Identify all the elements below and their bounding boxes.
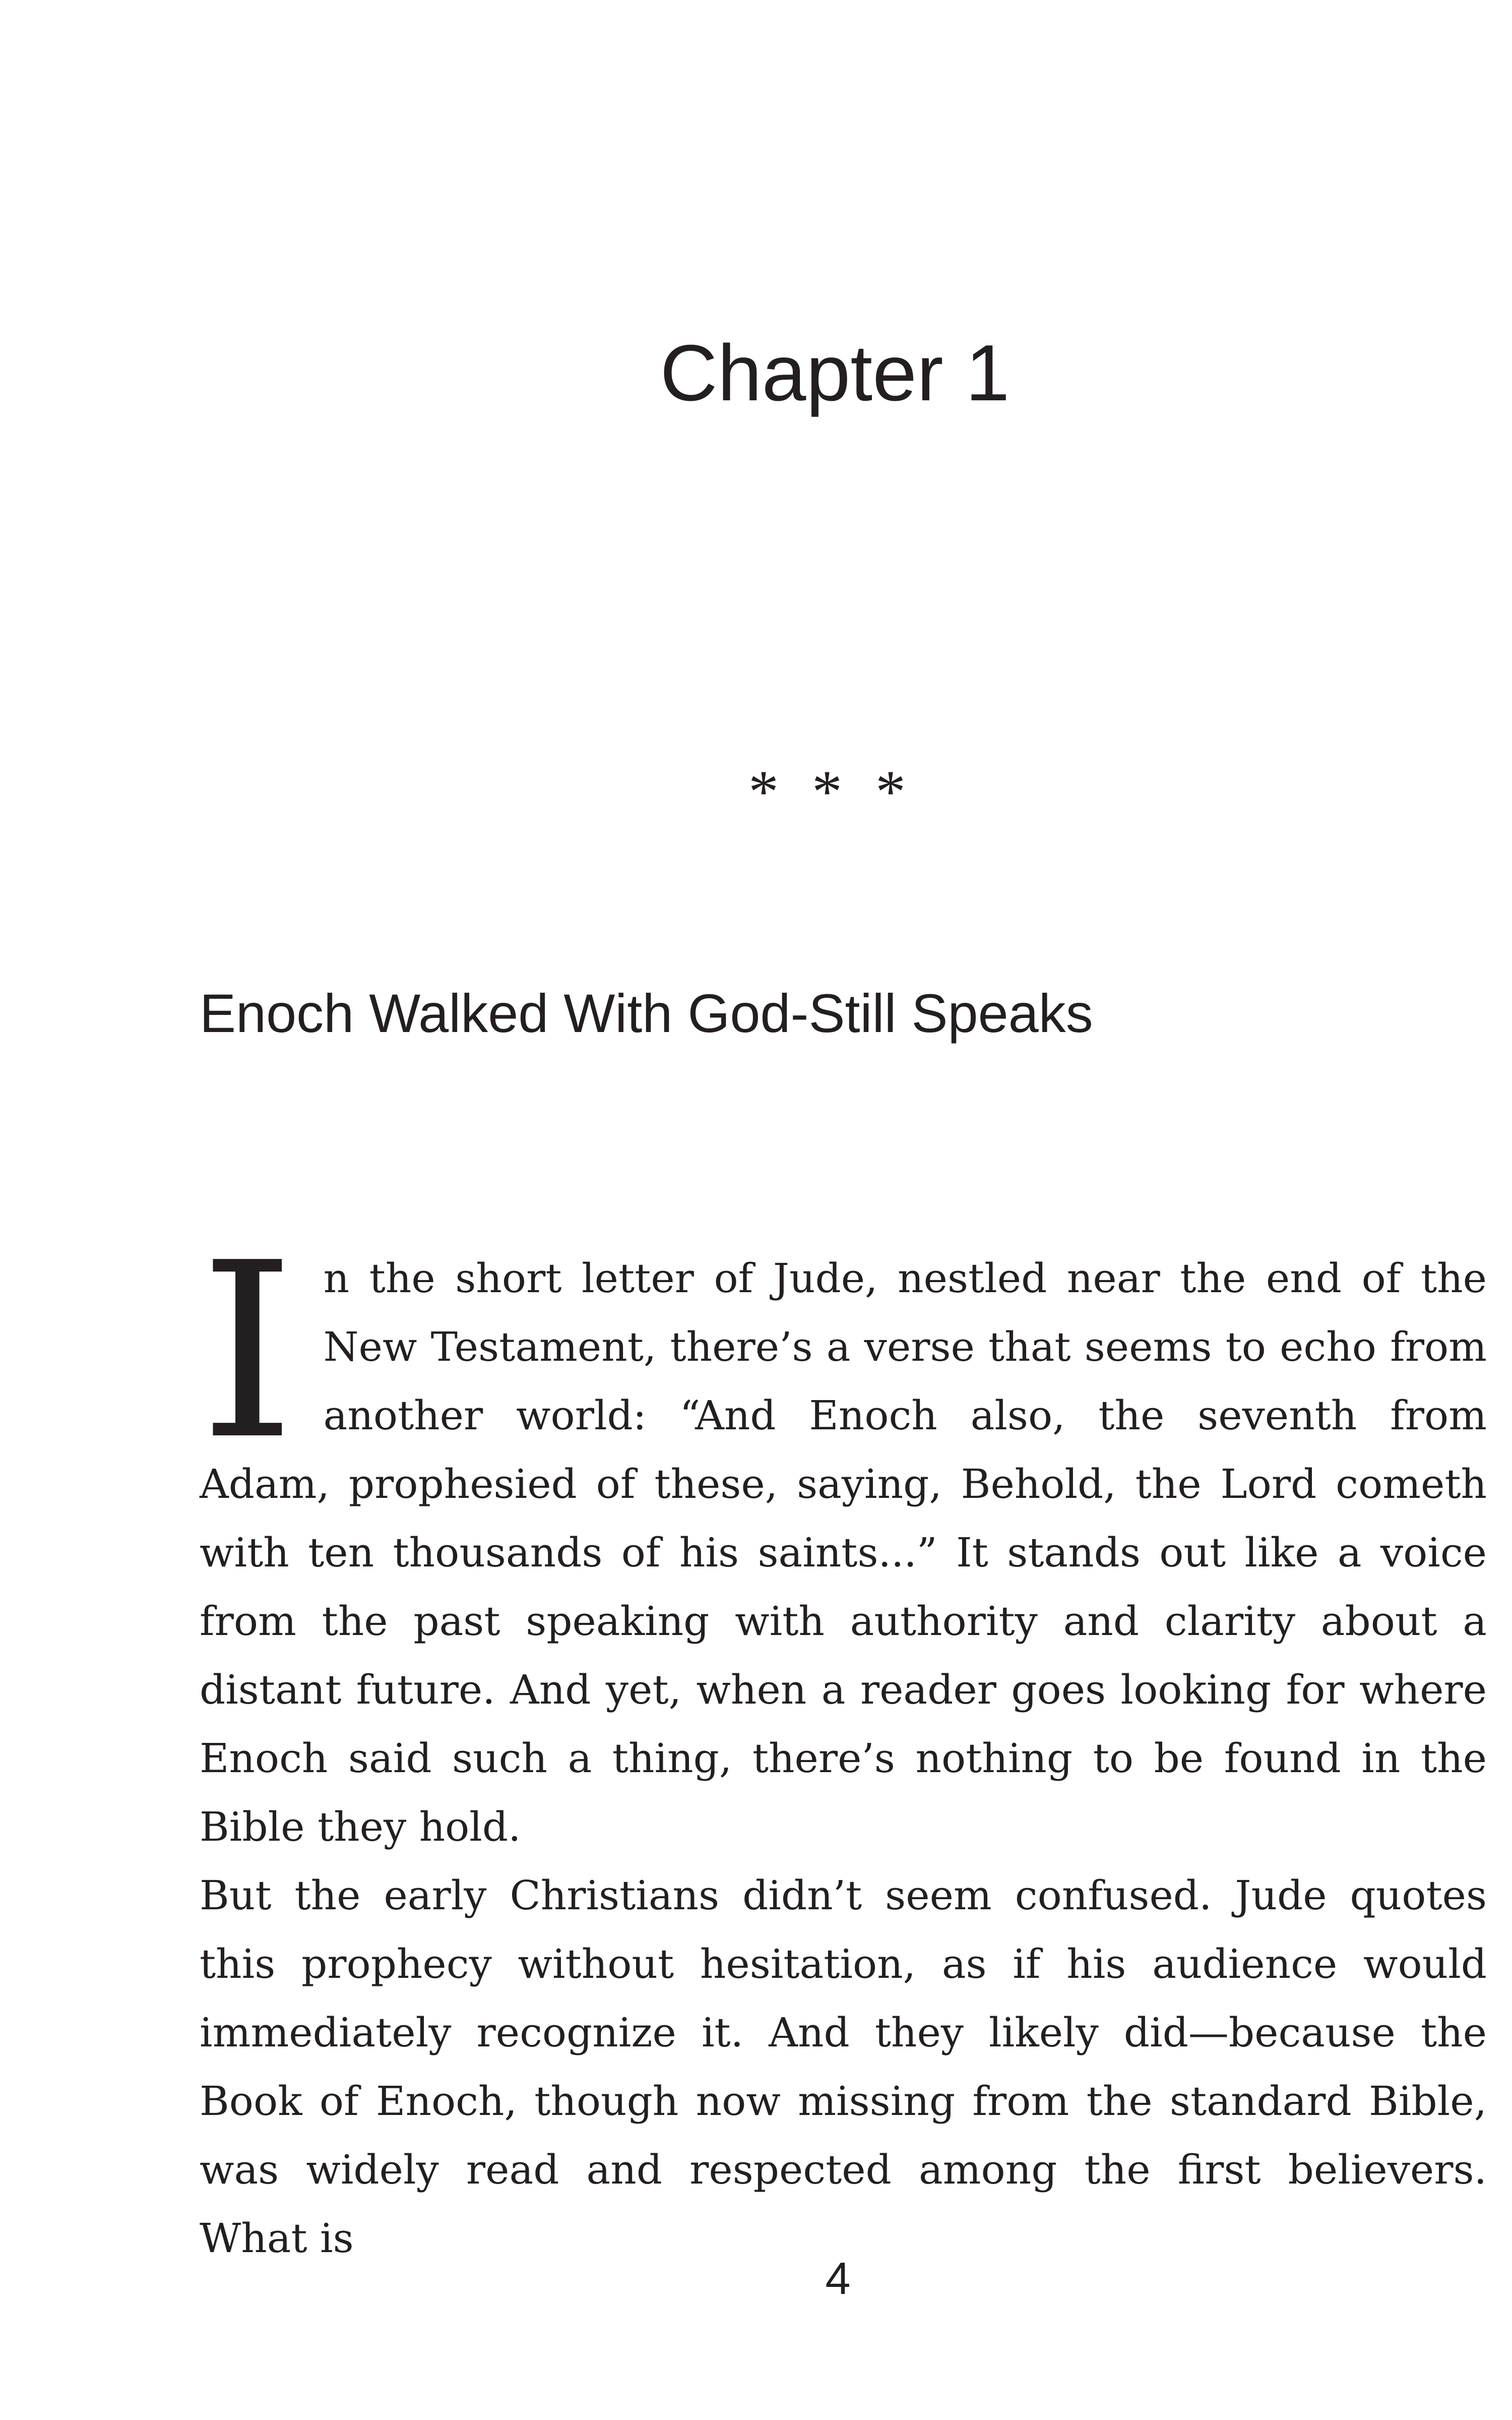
drop-cap: I bbox=[200, 1211, 295, 1493]
section-ornament: * * * bbox=[748, 758, 915, 825]
body-paragraph-1 bbox=[200, 1211, 1487, 1861]
page-number: 4 bbox=[825, 2254, 851, 2304]
chapter-title: Chapter 1 bbox=[660, 329, 1010, 417]
body-paragraph-1-text: n the short letter of Jude, nestled near the end of the New Testament, there’s a verse that seems to echo from another world: “And Enoch also, the seventh from Adam, prophesied of these, saying, Behold, the Lord cometh with ten thousands of his saints...” It stands out like a voice from the past speaking with authority and clarity about a distant future. And yet, when a reader goes looking for where Enoch said such a thing, there’s nothing to be found in the Bible they hold. bbox=[200, 1255, 1487, 1850]
section-heading: Enoch Walked With God-Still Speaks bbox=[200, 983, 1093, 1044]
body-paragraph-2: But the early Christians didn’t seem confused. Jude quotes this prophecy without hesitation, as if his audience would immediately recognize it. And they likely did—because the Book of Enoch, though now missing from the standard Bible, was widely read and respected among the first believers. What is bbox=[200, 1872, 1487, 2262]
